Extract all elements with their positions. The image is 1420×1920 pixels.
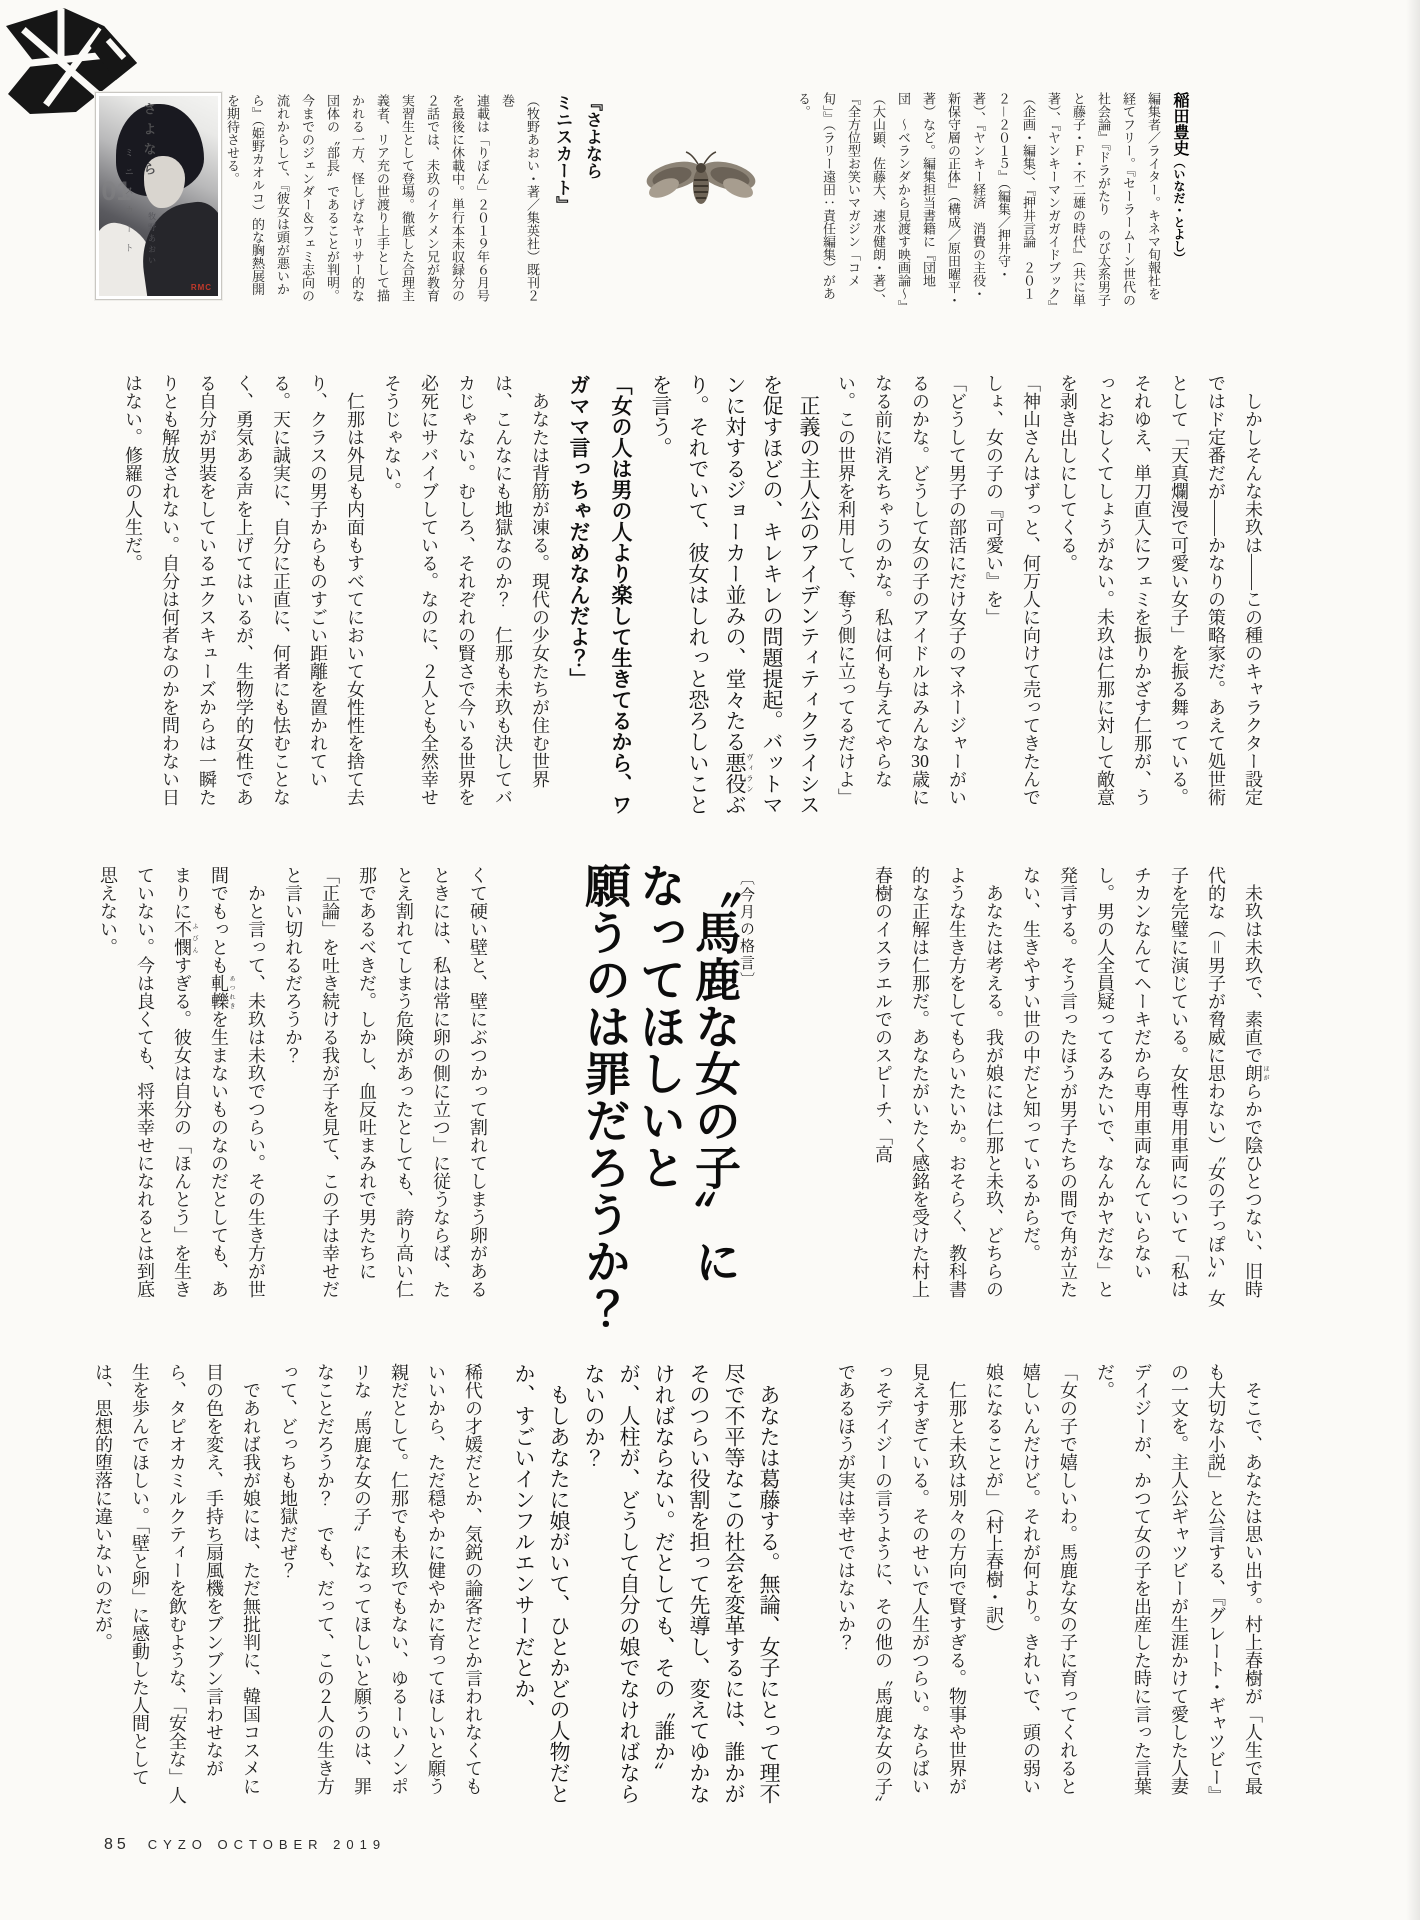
article-band-3-left [83,1363,491,1810]
article-band-3-middle [506,1363,786,1810]
article-paragraph: 「神山さんはずっと、何万人に向けて売ってきたんでしょ、女の子の『可愛い』を」 [984,374,1041,806]
cover-volume-number: 01 [101,176,132,206]
article-paragraph: 「どうして男子の部活にだけ女子のマネージャーがいるのかな。どうして女の子のアイドルはみんな30歳になる前に消えちゃうのかな。私は何も与えてやらない。この世界を利用して、奪う側に立ってるだけよ」 [836,374,967,806]
moth-icon [642,146,760,222]
article-paragraph: あなたは背筋が凍る。現代の少女たちが住む世界は、こんなにも地獄なのか？ 仁那も未玖も決してバカじゃない。むしろ、それぞれの賢さで今いる世界を必死にサバイブしている。なのに、２人とも全然幸せそうじゃない。 [382,374,550,806]
page-footer [104,1836,386,1854]
magazine-name-date: CYZO OCTOBER 2019 [147,1837,387,1852]
headline-line: 願うのは罪だろうか？ [579,862,631,1332]
article-paragraph: であれば我が娘には、ただ無批判に、韓国コスメに目の色を変え、手持ち扇風機をブンブン言わせながら、タピオカミルクティーを飲むような、「安全な」人生を歩んでほしい。「壁と卵」に感動した人間としては、思想的堕落に違いないのだが。 [93,1363,261,1804]
article-paragraph: 仁那は外見も内面もすべてにおいて女性性を捨て去り、クラスの男子からものすごい距離を置かれている。天に誠実に、自分に正直に、何者にも怯むことなく、勇気ある声を上げてはいるが、生物学的女性である自分が男装をしているエクスキューズからは一瞬たりとも解放されない。自分は何者なのかを問わない日はない。修羅の人生だ。 [123,374,365,806]
headline-line: 〝馬鹿な女の子〞に [689,862,741,1285]
article-paragraph: 正義の主人公のアイデンティティクライシスを促すほどの、キレキレの問題提起。バットマンに対するジョーカー並みの、堂々たる悪役 ヴィランぶり。それでいて、彼女はしれっと恐ろしいことを言う。 [649,374,821,815]
author-name-line [1166,92,1192,308]
book-info [215,94,607,306]
article-paragraph: もしあなたに娘がいて、ひとかどの人物だとか、すごいインフルエンサーだとか、 [512,1363,571,1804]
cover-imprint: RMC [190,283,213,292]
author-name: 稲田豊史 [1171,92,1188,156]
book-title-line: ミニスカート』 [553,94,572,213]
article-paragraph: 仁那と未玖は別々の方向で賢すぎる。物事や世界が見えすぎている。そのせいで人生がつらい。ならばいっそデイジーの言うように、その他の〝馬鹿な女の子〞であるほうが実は幸せではないか？ [836,1363,967,1804]
article-paragraph: くて硬い壁と、壁にぶつかって割れてしまう卵があるときには、私は常に卵の側に立つ」に従うならば、たとえ割れてしまう危険があったとしても、誇り高い仁那であるべきだ。しかし、血反吐まみれで男たちに「正論」を吐き続ける我が子を見て、この子は幸せだと言い切れるだろうか？ [283,866,488,1298]
article-band-2-left [88,866,496,1310]
article-paragraph: しかしそんな未玖は――この種のキャラクター設定ではド定番だが――かなりの策略家だ。あえて処世術として「天真爛漫で可愛い女子」を振る舞っている。それゆえ、単刀直入にフェミを振りかざす仁那が、うっとおしくてしょうがない。未玖は仁那に対して敵意を剥き出しにしてくる。 [1058,374,1263,806]
headline-line: なってほしいと [634,862,686,1191]
author-bio [762,92,1192,308]
cover-author: 牧野あおい [147,212,157,267]
article-paragraph: かと言って、未玖は未玖でつらい。その生き方が世間でもっとも軋轢 あつれきを生まないものなのだとしても、あまりに不憫 ふびんすぎる。彼女は自分の「ほんとう」を生きていない。今は良くても、将来幸せになれるとは到底思えない。 [98,866,266,1298]
book-credit: （牧野あおい・著／集英社）既刊２巻 [500,94,540,302]
article-paragraph: 未玖は未玖で、素直で朗 ほがらかで陰ひとつない、旧時代的な（＝男子が脅威に思わない）〝女の子っぽい〞女子を完璧に演じている。女性専用車両について「私はチカンなんてヘーキだから専用車両なんていらないし。男の人全員疑ってるみたいで、なんかヤだな」と発言する。そう言ったほうが男子たちの間で角が立たない、生きやすい世の中だと知っているからだ。 [1021,866,1268,1307]
moth-illustration [642,146,760,227]
cover-subtitle: ミニスカート [123,148,134,262]
headline [566,862,742,1342]
author-bio-text: 編集者／ライター。キネマ旬報社を経てフリー。『セーラームーン世代の社会論』『ドラがたり のび太系男子と藤子・Ｆ・不二雄の時代』（共に単著）、『ヤンキーマンガガイドブック』（企画・編集）、『押井言論 ２０１２－２０１５』（編集／押井守・著）、『ヤンキー経済 消費の主役・新保守層の正体』（構成／原田曜平・著）など。編集担当書籍に『団地団 〜ベランダから見渡す映画論〜』（大山顕、佐藤大、速水健朗・著）、『全方位型お笑いマガジン「コメ旬」』（ラリー遠田：責任編集）がある。 [796,92,1161,307]
author-name-kana: （いなだ・とよし） [1172,156,1186,264]
book-blurb: 連載は「りぼん」２０１９年６月号を最後に休載中。単行本未収録分の２話では、未玖のイケメン兄が教育実習生として登場。徹底した合理主義者、リア充の世渡り上手として描かれる一方、怪しげなヤリサー的な団体の〝部長〞であることが判明。今までのジェンダー＆フェミ志向の流れからして、『彼女は頭が悪いから』（姫野カオルコ）的な胸熱展開を期待させる。 [225,94,490,302]
page-number: 85 [104,1836,130,1853]
book-title-line: 『さよなら [583,94,602,179]
book-cover [95,92,222,300]
article-band-3-right [789,1363,1271,1808]
article-band-1 [86,374,1271,816]
article-paragraph: 「女の人は男の人より楽して生きてるから、ワガママ言っちゃだめなんだよ？」 [567,374,633,815]
article-paragraph: あなたは考える。我が娘には仁那と未玖、どちらのような生き方をしてもらいたいか。おそらく、教科書的な正解は仁那だ。あなたがいたく感銘を受けた村上春樹のイスラエルでのスピーチ、「高 [873,866,1004,1298]
article-band-2-right [826,866,1271,1310]
cover-title: さよなら [141,102,157,182]
book-cover-art [99,96,218,296]
article-paragraph: そこで、あなたは思い出す。村上春樹が「人生で最も大切な小説」と公言する、『グレート・ギャツビー』の一文を。主人公ギャツビーが生涯かけて愛した人妻デイジーが、かつて女の子を出産した時に言った言葉だ。 [1095,1363,1263,1804]
article-paragraph: あなたは葛藤する。無論、女子にとって理不尽で不平等なこの社会を変革するには、誰かがそのつらい役割を担って先導し、変えてゆかなければならない。だとしても、その〝誰か〞が、人柱が、どうして自分の娘でなければならないのか？ [582,1363,781,1804]
article-paragraph: 稀代の才媛だとか、気鋭の論客だとか言われなくてもいいから、ただ穏やかに健やかに育ってほしいと願う親だとして。仁那でも未玖でもない、ゆるーいノンポリな〝馬鹿な女の子〞になってほしいと願うのは、罪なことだろうか？ でも、だって、この２人の生き方って、どっちも地獄だぜ？ [278,1363,483,1795]
article-paragraph: 「女の子で嬉しいわ。馬鹿な女の子に育ってくれると嬉しいんだけど。それが何より。きれいで、頭の弱い娘になることが」（村上春樹・訳） [984,1363,1078,1795]
kakugen-label: 〔今月の格言〕 [738,870,755,989]
